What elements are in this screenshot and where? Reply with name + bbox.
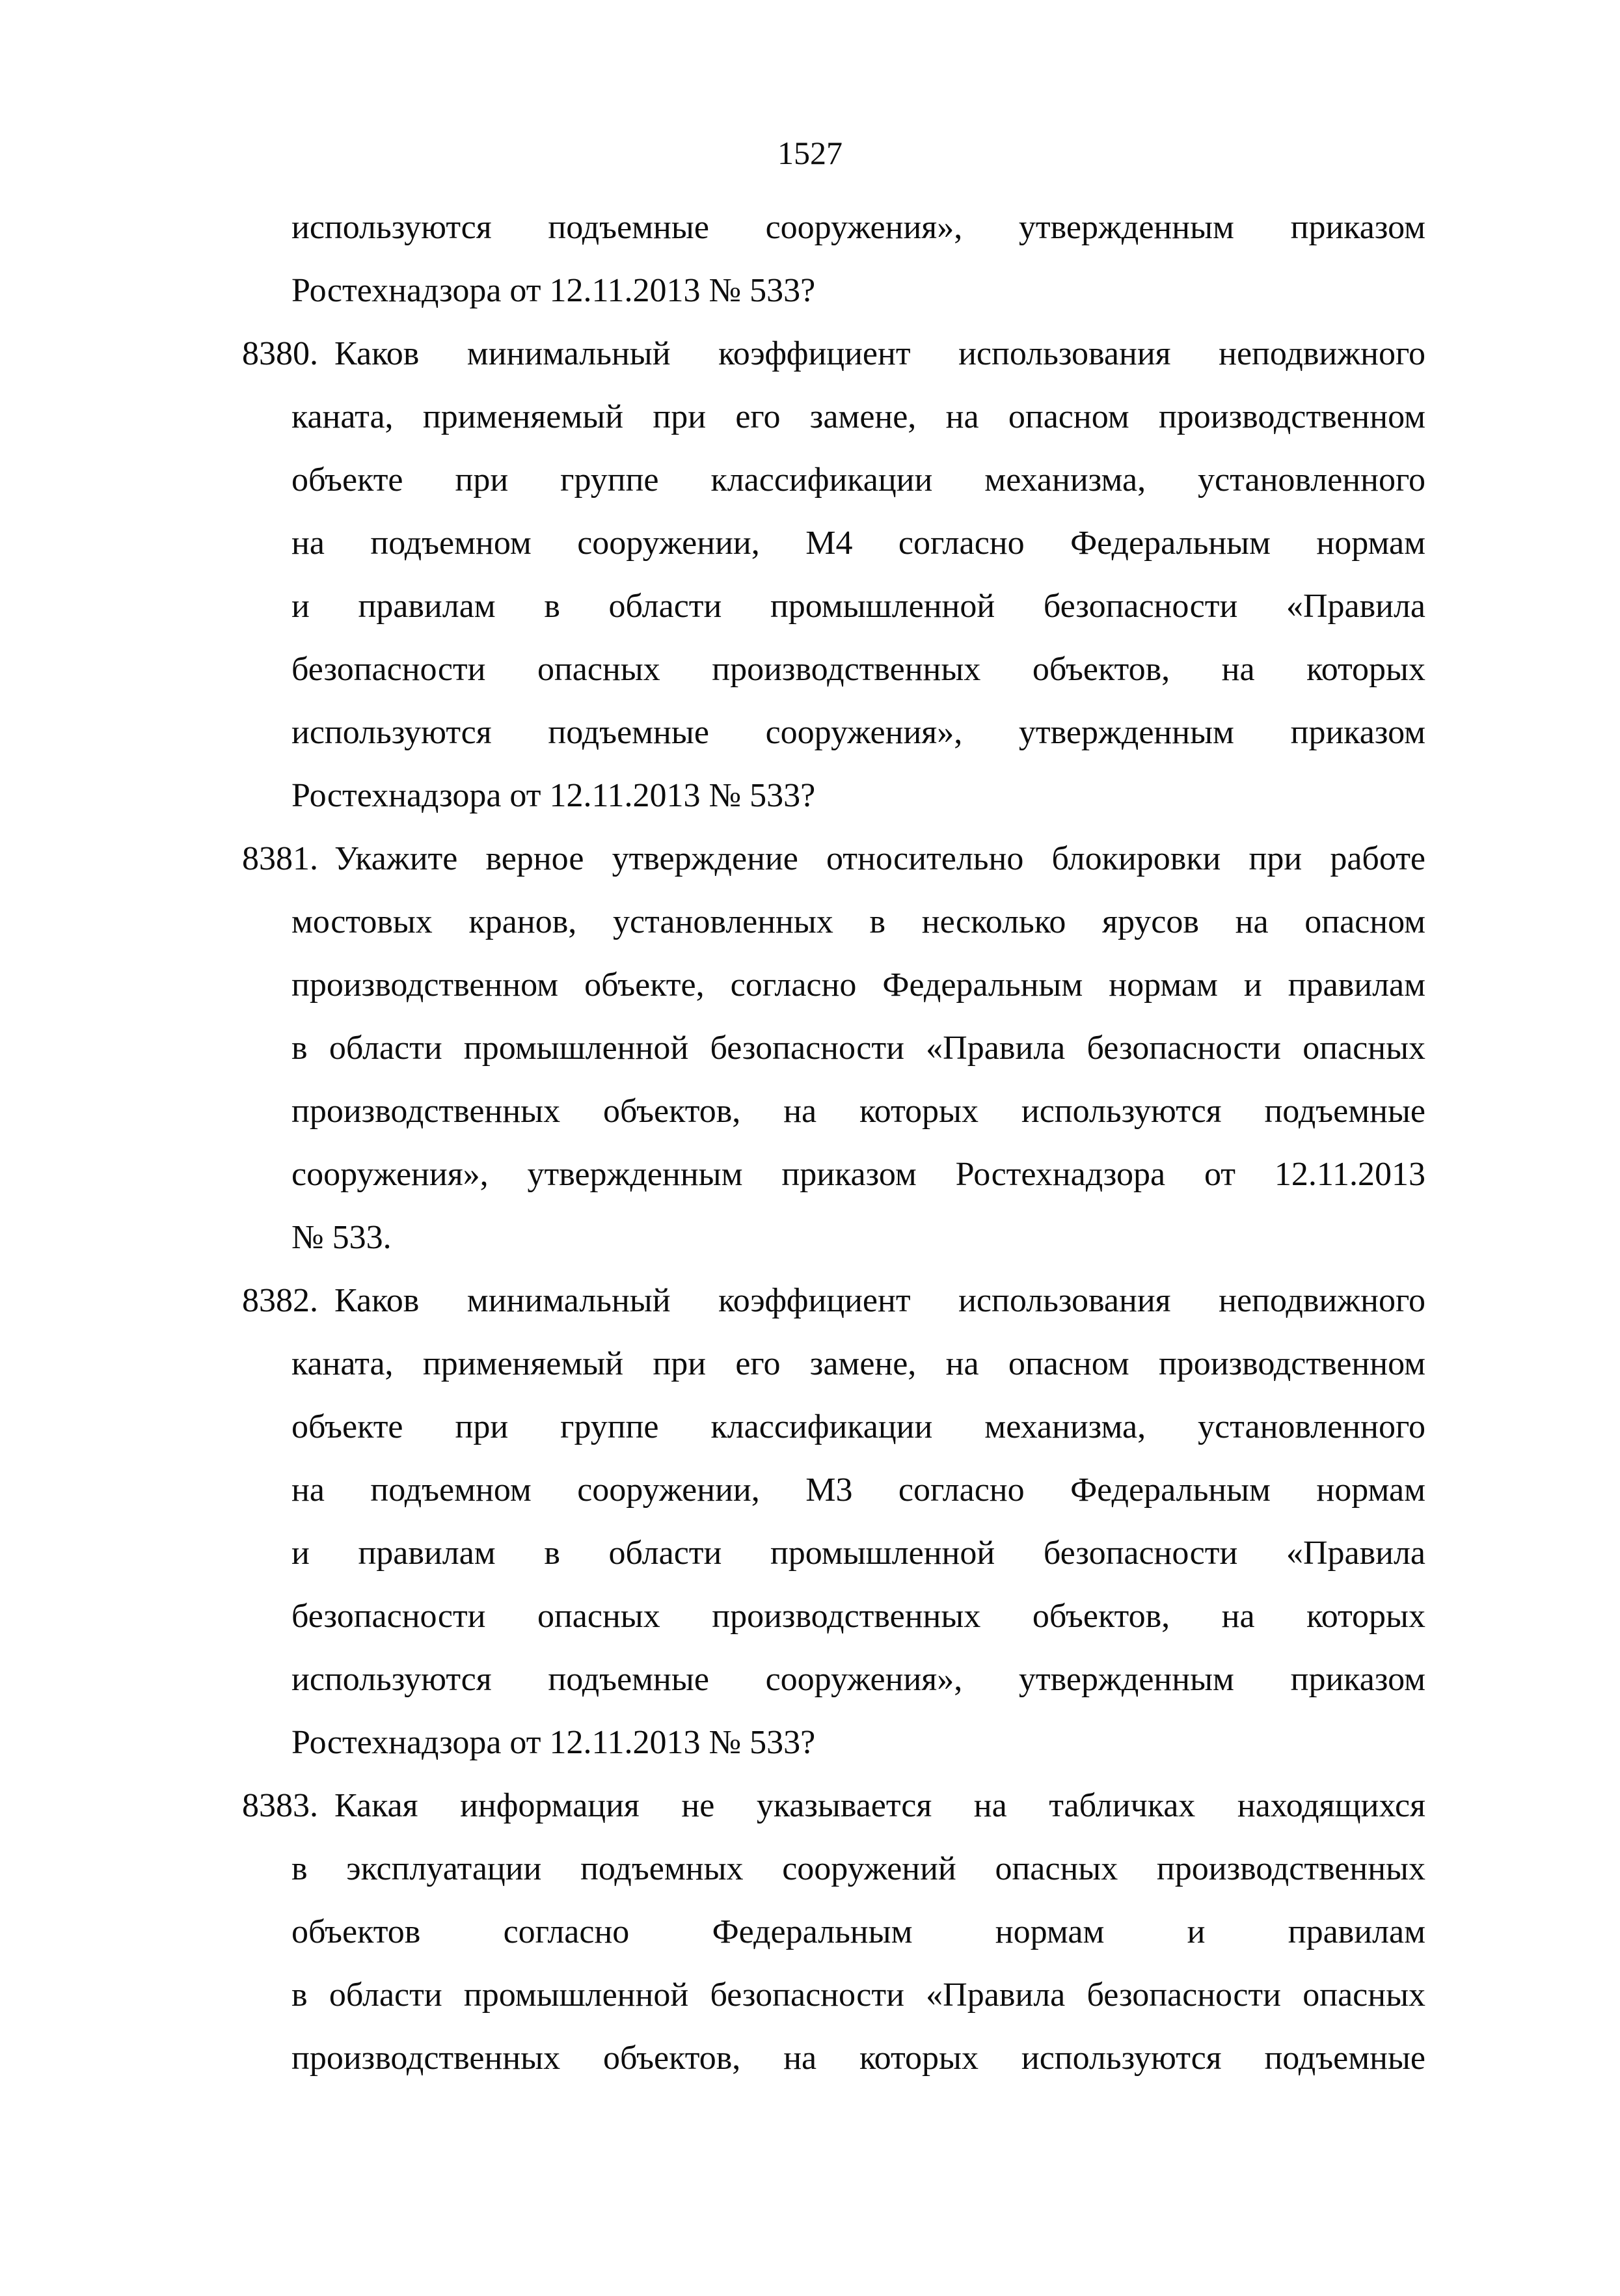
question-line: мостовых кранов, установленных в несколько ярусов на опасном: [291, 903, 1425, 940]
question-line: объектов согласно Федеральным нормам и правилам: [291, 1913, 1425, 1950]
question-line: Каков минимальный коэффициент использования неподвижного: [334, 335, 1425, 372]
continuation-line: Ростехнадзора от 12.11.2013 № 533?: [291, 272, 816, 309]
question-line: каната, применяемый при его замене, на опасном производственном: [291, 1345, 1425, 1382]
question-line: на подъемном сооружении, М3 согласно Федеральным нормам: [291, 1471, 1425, 1509]
question-line: на подъемном сооружении, М4 согласно Федеральным нормам: [291, 525, 1425, 562]
page-number: 1527: [777, 135, 843, 171]
question-line: производственных объектов, на которых используются подъемные: [291, 1093, 1425, 1130]
question-line: и правилам в области промышленной безопасности «Правила: [291, 1535, 1425, 1572]
question-line: сооружения», утвержденным приказом Ростехнадзора от 12.11.2013: [291, 1156, 1425, 1193]
question-number: 8380.: [242, 335, 318, 372]
continuation-line: используются подъемные сооружения», утвержденным приказом: [291, 209, 1425, 246]
question-line: № 533.: [291, 1219, 392, 1256]
question-line: безопасности опасных производственных объектов, на которых: [291, 1598, 1425, 1635]
question-line: объекте при группе классификации механизма, установленного: [291, 461, 1425, 499]
question-line: в эксплуатации подъемных сооружений опасных производственных: [291, 1850, 1425, 1887]
question-number: 8383.: [242, 1787, 318, 1824]
question-line: Ростехнадзора от 12.11.2013 № 533?: [291, 777, 816, 814]
question-line: в области промышленной безопасности «Правила безопасности опасных: [291, 1030, 1425, 1067]
question-line: производственных объектов, на которых используются подъемные: [291, 2040, 1425, 2077]
question-line: Каков минимальный коэффициент использования неподвижного: [334, 1282, 1425, 1319]
question-line: объекте при группе классификации механизма, установленного: [291, 1408, 1425, 1445]
question-line: в области промышленной безопасности «Правила безопасности опасных: [291, 1976, 1425, 2014]
question-line: используются подъемные сооружения», утвержденным приказом: [291, 1661, 1425, 1698]
question-number: 8381.: [242, 840, 318, 877]
question-line: безопасности опасных производственных объектов, на которых: [291, 651, 1425, 688]
question-number: 8382.: [242, 1282, 318, 1319]
question-line: и правилам в области промышленной безопасности «Правила: [291, 588, 1425, 625]
question-line: Укажите верное утверждение относительно блокировки при работе: [334, 840, 1425, 877]
question-line: Какая информация не указывается на табличках находящихся: [334, 1787, 1425, 1824]
question-line: Ростехнадзора от 12.11.2013 № 533?: [291, 1724, 816, 1761]
question-line: производственном объекте, согласно Федеральным нормам и правилам: [291, 966, 1425, 1004]
question-line: используются подъемные сооружения», утвержденным приказом: [291, 714, 1425, 751]
question-line: каната, применяемый при его замене, на опасном производственном: [291, 398, 1425, 435]
